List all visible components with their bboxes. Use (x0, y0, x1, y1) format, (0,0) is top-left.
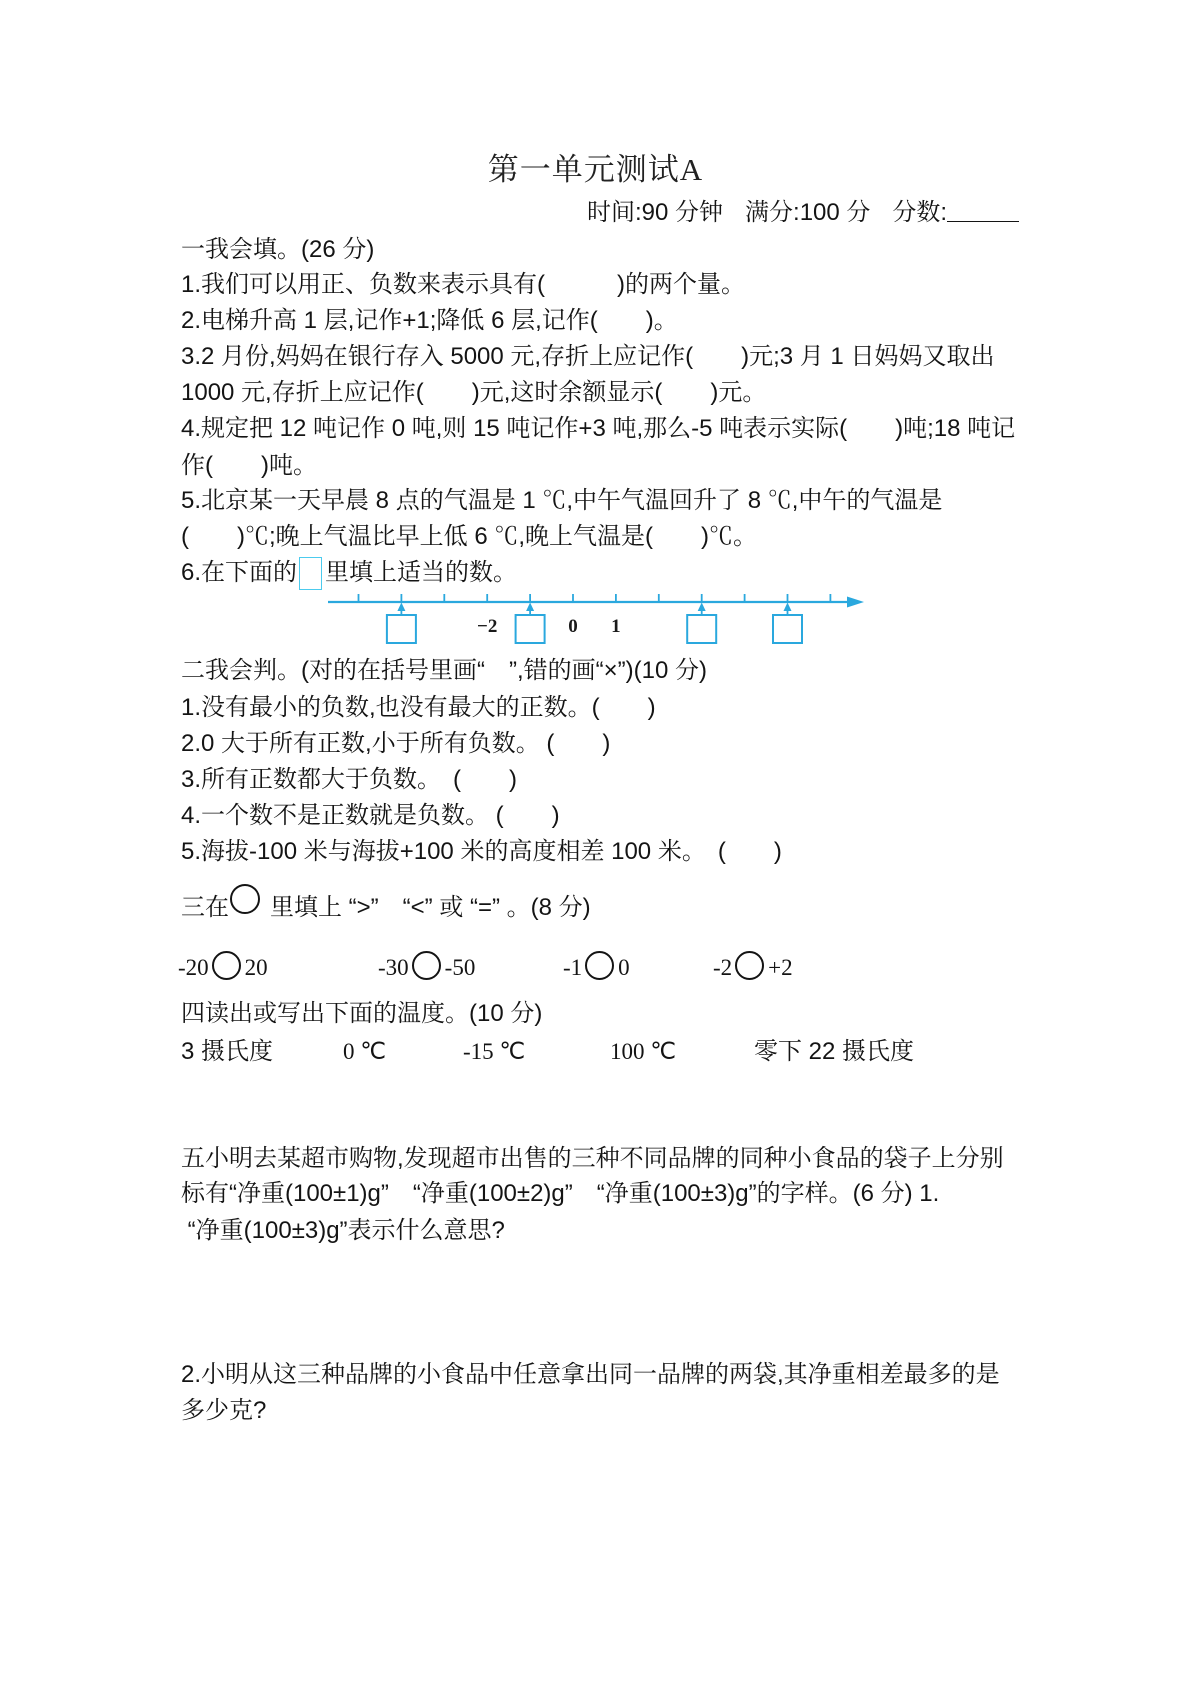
compare-right: 0 (618, 955, 630, 980)
section1-q4-line2: 作( )吨。 (181, 452, 317, 479)
number-line-label: 1 (611, 616, 621, 637)
section1-q6 (181, 557, 517, 587)
answer-box (516, 615, 545, 643)
exam-meta (587, 198, 1019, 228)
section5-q2-line1: 2.小明从这三种品牌的小食品中任意拿出同一品牌的两袋,其净重相差最多的是 (181, 1361, 1000, 1388)
circle-icon (735, 951, 764, 980)
arrow-up-icon (526, 603, 534, 612)
time-limit: 时间:90 分钟 (587, 199, 724, 226)
compare-right: +2 (768, 955, 793, 980)
section1-q3-line2: 1000 元,存折上应记作( )元,这时余额显示( )元。 (181, 379, 767, 406)
compare-left: -30 (378, 955, 409, 980)
section2-q3: 3.所有正数都大于负数。 ( ) (181, 766, 517, 793)
section1-q3-line1: 3.2 月份,妈妈在银行存入 5000 元,存折上应记作( )元;3 月 1 日妈妈又取出 (181, 343, 995, 370)
score-blank (947, 199, 1019, 222)
compare-left: -20 (178, 955, 209, 980)
section1-heading: 一我会填。(26 分) (181, 236, 375, 263)
circle-icon (230, 884, 260, 914)
score-label: 分数: (892, 199, 948, 226)
section2-q5: 5.海拔-100 米与海拔+100 米的高度相差 100 米。 ( ) (181, 838, 782, 865)
section2-q1: 1.没有最小的负数,也没有最大的正数。( ) (181, 694, 656, 721)
section2-q4: 4.一个数不是正数就是负数。 ( ) (181, 802, 560, 829)
answer-box-icon (299, 557, 322, 590)
full-score: 满分:100 分 (745, 199, 871, 226)
section1-q1: 1.我们可以用正、负数来表示具有( )的两个量。 (181, 271, 745, 298)
temperature-item: 100 ℃ (610, 1039, 677, 1064)
section1-q2: 2.电梯升高 1 层,记作+1;降低 6 层,记作( )。 (181, 307, 678, 334)
compare-right: 20 (244, 955, 268, 980)
circle-icon (212, 951, 241, 980)
temperature-item: 0 ℃ (343, 1039, 387, 1064)
compare-left: -2 (713, 955, 733, 980)
section1-q5-line2: ( )℃;晚上气温比早上低 6 ℃,晚上气温是( )℃。 (181, 523, 757, 550)
compare-left: -1 (563, 955, 583, 980)
compare-pair (563, 953, 630, 983)
compare-pair (378, 953, 475, 983)
q6-text-after: 里填上适当的数。 (325, 559, 518, 586)
page-title: 第一单元测试A (487, 152, 704, 187)
section4-heading: 四读出或写出下面的温度。(10 分) (181, 1000, 543, 1027)
section5-text-line3: “净重(100±3)g”表示什么意思? (181, 1217, 505, 1244)
answer-box (773, 615, 802, 643)
number-line-label: 0 (568, 616, 578, 637)
section5-text-line2: 标有“净重(100±1)g” “净重(100±2)g” “净重(100±3)g”的字样。(6 分) 1. (181, 1180, 940, 1207)
temperature-item: 零下 22 摄氏度 (754, 1038, 915, 1065)
answer-box (387, 615, 416, 643)
arrow-right-icon (847, 597, 864, 608)
section5-text-line1: 五小明去某超市购物,发现超市出售的三种不同品牌的同种小食品的袋子上分别 (181, 1145, 1004, 1172)
arrow-up-icon (784, 603, 792, 612)
arrow-up-icon (698, 603, 706, 612)
section2-q2: 2.0 大于所有正数,小于所有负数。 ( ) (181, 730, 611, 757)
temperature-item: 3 摄氏度 (181, 1038, 274, 1065)
temperature-item: -15 ℃ (463, 1039, 526, 1064)
section3-heading-before: 三在 (181, 894, 229, 921)
section1-q5-line1: 5.北京某一天早晨 8 点的气温是 1 ℃,中午气温回升了 8 ℃,中午的气温是 (181, 487, 943, 514)
compare-pair (178, 953, 268, 983)
section1-q4-line1: 4.规定把 12 吨记作 0 吨,则 15 吨记作+3 吨,那么-5 吨表示实际( )吨;18 吨记 (181, 415, 1016, 442)
section5-q2-line2: 多少克? (181, 1397, 267, 1424)
compare-right: -50 (444, 955, 476, 980)
answer-box (687, 615, 716, 643)
compare-pair (713, 953, 793, 983)
arrow-up-icon (397, 603, 405, 612)
section3-heading-after: 里填上 “>” “<” 或 “=” 。(8 分) (270, 894, 591, 921)
q6-text-before: 6.在下面的 (181, 559, 298, 586)
circle-icon (585, 951, 614, 980)
section2-heading: 二我会判。(对的在括号里画“ ”,错的画“×”)(10 分) (181, 657, 707, 684)
circle-icon (412, 951, 441, 980)
number-line-label: −2 (477, 616, 498, 637)
